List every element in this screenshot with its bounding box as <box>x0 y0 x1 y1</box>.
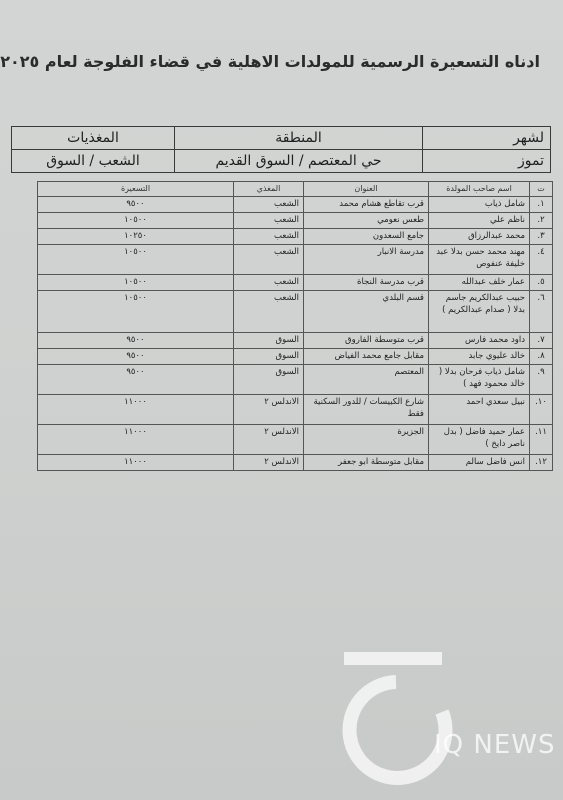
owner-name-cell: مهند محمد حسن بدلا عبد خليفة عنفوص <box>429 245 530 275</box>
address-cell: الجزيرة <box>304 425 429 455</box>
area-value: حي المعتصم / السوق القديم <box>175 150 423 173</box>
table-row <box>38 395 553 425</box>
row-number-cell: ١١. <box>530 425 553 455</box>
row-number-cell: ٥. <box>530 275 553 291</box>
address-cell: مقابل متوسطة ابو جعفر <box>304 455 429 471</box>
table-row <box>38 333 553 349</box>
price-cell: ١٠٥٠٠ <box>38 275 234 291</box>
month-header: لشهر <box>423 127 551 150</box>
owner-name-cell: انس فاضل سالم <box>429 455 530 471</box>
row-number-cell: ١٢. <box>530 455 553 471</box>
generators-header-row <box>38 182 553 197</box>
iq-news-logo-icon <box>330 650 550 795</box>
row-number-cell: ١٠. <box>530 395 553 425</box>
area-header: المنطقة <box>175 127 423 150</box>
feeder-cell: السوق <box>234 333 304 349</box>
feeder-cell: السوق <box>234 349 304 365</box>
row-number-cell: ٦. <box>530 291 553 333</box>
row-number-cell: ١. <box>530 197 553 213</box>
price-cell: ٩٥٠٠ <box>38 365 234 395</box>
owner-name-cell: داود محمد فارس <box>429 333 530 349</box>
table-row <box>38 245 553 275</box>
price-header: التسعيرة <box>38 182 234 197</box>
row-number-cell: ٣. <box>530 229 553 245</box>
price-cell: ٩٥٠٠ <box>38 333 234 349</box>
month-value: تموز <box>423 150 551 173</box>
feeder-cell: الاندلس ٢ <box>234 395 304 425</box>
summary-header-row <box>12 127 551 150</box>
table-row <box>38 291 553 333</box>
feeder-cell: السوق <box>234 365 304 395</box>
owner-header: اسم صاحب المولدة <box>429 182 530 197</box>
price-cell: ٩٥٠٠ <box>38 197 234 213</box>
row-number-cell: ٢. <box>530 213 553 229</box>
feeder-cell: الشعب <box>234 291 304 333</box>
address-cell: المعتصم <box>304 365 429 395</box>
table-row <box>38 365 553 395</box>
price-cell: ١١٠٠٠ <box>38 455 234 471</box>
table-row <box>38 275 553 291</box>
address-cell: قرب تقاطع هشام محمد <box>304 197 429 213</box>
table-row <box>38 213 553 229</box>
owner-name-cell: عمار حميد فاضل ( بدل ناصر دايخ ) <box>429 425 530 455</box>
price-cell: ١٠٥٠٠ <box>38 245 234 275</box>
owner-name-cell: عمار خلف عبدالله <box>429 275 530 291</box>
feeder-cell: الاندلس ٢ <box>234 425 304 455</box>
owner-name-cell: شامل ذياب فرحان بدلا ( خالد محمود فهد ) <box>429 365 530 395</box>
row-number-cell: ٤. <box>530 245 553 275</box>
feeder-cell: الشعب <box>234 275 304 291</box>
address-cell: مقابل جامع محمد الفياض <box>304 349 429 365</box>
feeds-header: المغذيات <box>12 127 175 150</box>
owner-name-cell: محمد عبدالرزاق <box>429 229 530 245</box>
watermark-text: IQ NEWS <box>434 730 556 760</box>
address-cell: طعس نعومي <box>304 213 429 229</box>
table-row <box>38 425 553 455</box>
owner-name-cell: حبيب عبدالكريم جاسم بدلا ( صدام عبدالكريم ) <box>429 291 530 333</box>
price-cell: ١٠٥٠٠ <box>38 213 234 229</box>
price-cell: ١١٠٠٠ <box>38 395 234 425</box>
feeder-cell: الشعب <box>234 229 304 245</box>
owner-name-cell: ناظم علي <box>429 213 530 229</box>
table-row <box>38 455 553 471</box>
num-header: ت <box>530 182 553 197</box>
address-cell: قرب مدرسة النجاة <box>304 275 429 291</box>
feeder-cell: الشعب <box>234 245 304 275</box>
table-row <box>38 197 553 213</box>
price-cell: ١٠٢٥٠ <box>38 229 234 245</box>
table-row <box>38 229 553 245</box>
feeds-value: الشعب / السوق <box>12 150 175 173</box>
address-cell: جامع السعدون <box>304 229 429 245</box>
address-cell: قسم البلدي <box>304 291 429 333</box>
page-title: ادناه التسعيرة الرسمية للمولدات الاهلية في قضاء الفلوجة لعام ٢٠٢٥ <box>0 52 540 71</box>
address-header: العنوان <box>304 182 429 197</box>
owner-name-cell: شامل ذياب <box>429 197 530 213</box>
feeder-header: المغذي <box>234 182 304 197</box>
feeder-cell: الاندلس ٢ <box>234 455 304 471</box>
row-number-cell: ٩. <box>530 365 553 395</box>
table-row <box>38 349 553 365</box>
owner-name-cell: خالد عليوي جابد <box>429 349 530 365</box>
owner-name-cell: نبيل سعدي احمد <box>429 395 530 425</box>
summary-value-row <box>12 150 551 173</box>
address-cell: شارع الكبيسات / للدور السكنية فقط <box>304 395 429 425</box>
summary-table <box>11 126 551 173</box>
generators-table <box>37 181 553 471</box>
feeder-cell: الشعب <box>234 213 304 229</box>
row-number-cell: ٨. <box>530 349 553 365</box>
price-cell: ٩٥٠٠ <box>38 349 234 365</box>
address-cell: مدرسة الانبار <box>304 245 429 275</box>
price-cell: ١١٠٠٠ <box>38 425 234 455</box>
row-number-cell: ٧. <box>530 333 553 349</box>
address-cell: قرب متوسطة الفاروق <box>304 333 429 349</box>
feeder-cell: الشعب <box>234 197 304 213</box>
price-cell: ١٠٥٠٠ <box>38 291 234 333</box>
